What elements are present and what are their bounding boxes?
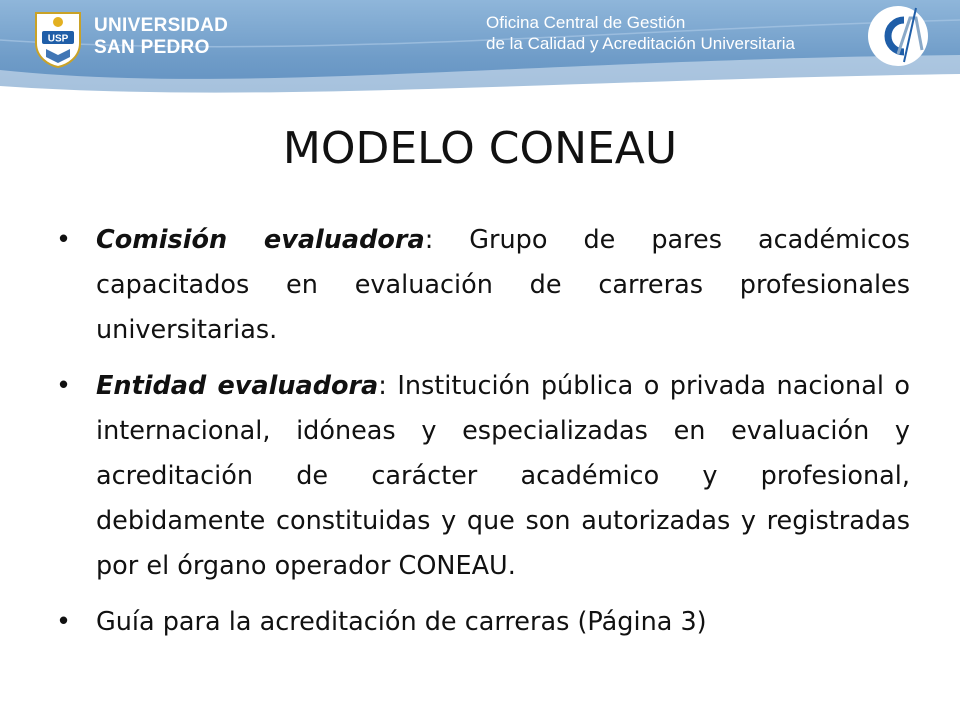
university-name — [94, 15, 228, 59]
bullet-text: Grupo de pares académicos capacitados en evaluación de carreras profesionales universitarias. — [96, 225, 910, 345]
header-banner — [0, 0, 960, 106]
office-name — [486, 12, 795, 54]
bullet-item-comision — [54, 218, 910, 353]
bullet-item-guia — [54, 600, 910, 645]
university-name-line1: UNIVERSIDAD — [94, 15, 229, 36]
bullet-term: Entidad evaluadora — [96, 371, 379, 401]
bullet-marker: • — [56, 225, 72, 255]
bullet-text: Guía para la acreditación de carreras (Página 3) — [96, 607, 707, 637]
university-shield-logo — [30, 9, 86, 69]
bullet-term: Comisión evaluadora — [96, 225, 425, 255]
university-logo-text: USP — [47, 33, 69, 45]
bullet-list — [54, 218, 910, 656]
bullet-marker: • — [56, 607, 72, 637]
office-name-line2: de la Calidad y Acreditación Universitaria — [486, 34, 795, 53]
office-name-line1: Oficina Central de Gestión — [486, 13, 686, 32]
quality-accreditation-logo — [864, 4, 932, 68]
bullet-item-entidad — [54, 364, 910, 589]
university-name-line2: SAN PEDRO — [94, 37, 210, 58]
bullet-marker: • — [56, 371, 72, 401]
bullet-separator: : — [424, 225, 434, 255]
bullet-separator: : — [378, 371, 387, 401]
slide-title: MODELO CONEAU — [282, 123, 678, 174]
bullet-text: Institución pública o privada nacional o internacional, idóneas y especializadas en evaluación y acreditación de carácter académico y profesional, debidamente constituidas y que son autorizadas y registradas por el órgano operador CONEAU. — [96, 371, 910, 581]
